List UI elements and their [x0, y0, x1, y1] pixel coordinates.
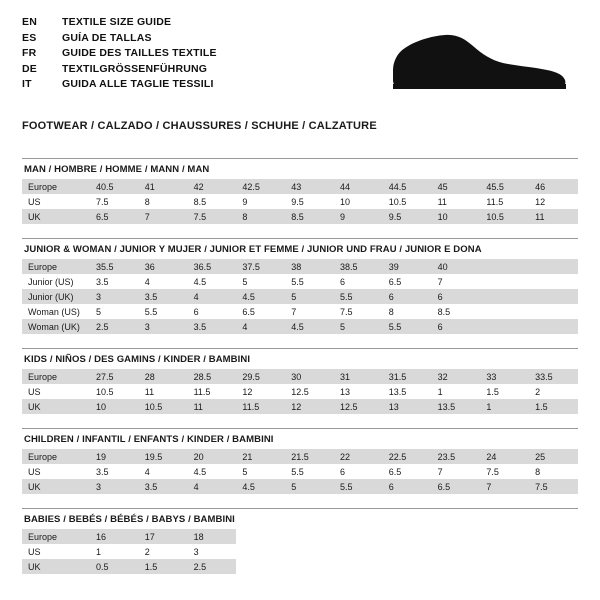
- cell: 3.5: [188, 319, 237, 334]
- size-group-man: [22, 158, 578, 224]
- cell: 3.5: [139, 289, 188, 304]
- cell: 31.5: [383, 369, 432, 384]
- cell: 8.5: [188, 194, 237, 209]
- cell: 4.5: [188, 274, 237, 289]
- language-title-list: [22, 16, 217, 94]
- cell: [529, 304, 578, 319]
- cell: 1.5: [139, 559, 188, 574]
- cell: 3: [90, 479, 139, 494]
- language-title: GUÍA DE TALLAS: [62, 31, 152, 44]
- cell: 44: [334, 179, 383, 194]
- cell: 4.5: [236, 479, 285, 494]
- cell: 46: [529, 179, 578, 194]
- table-row: [22, 194, 578, 209]
- cell: 8.5: [285, 209, 334, 224]
- cell: 11: [139, 384, 188, 399]
- cell: 11: [529, 209, 578, 224]
- cell: 6.5: [383, 464, 432, 479]
- cell: 9.5: [383, 209, 432, 224]
- row-label: UK: [22, 209, 90, 224]
- cell: 3.5: [90, 274, 139, 289]
- cell: 33: [480, 369, 529, 384]
- cell: 22.5: [383, 449, 432, 464]
- cell: 33.5: [529, 369, 578, 384]
- size-group-junior-woman: [22, 238, 578, 334]
- cell: [480, 259, 529, 274]
- cell: 22: [334, 449, 383, 464]
- table-row: [22, 449, 578, 464]
- row-label: Europe: [22, 179, 90, 194]
- cell: 3: [188, 544, 237, 559]
- table-row: [22, 479, 578, 494]
- cell: 32: [432, 369, 481, 384]
- group-divider: [22, 158, 578, 159]
- cell: 3: [139, 319, 188, 334]
- cell: 9: [236, 194, 285, 209]
- cell: 4: [188, 289, 237, 304]
- cell: 8: [139, 194, 188, 209]
- group-title: KIDS / NIÑOS / DES GAMINS / KINDER / BAMBINI: [24, 354, 251, 365]
- table-row: [22, 544, 578, 559]
- row-label: Junior (UK): [22, 289, 90, 304]
- cell-empty: [383, 559, 432, 574]
- cell: 6.5: [432, 479, 481, 494]
- size-table: [22, 369, 578, 414]
- cell: 4: [236, 319, 285, 334]
- size-table: [22, 179, 578, 224]
- cell: 31: [334, 369, 383, 384]
- row-label: US: [22, 194, 90, 209]
- cell: 38.5: [334, 259, 383, 274]
- cell: 5.5: [383, 319, 432, 334]
- table-row: [22, 369, 578, 384]
- cell: 29.5: [236, 369, 285, 384]
- size-table: [22, 529, 578, 574]
- cell: 24: [480, 449, 529, 464]
- cell: 5: [285, 479, 334, 494]
- cell: 1: [90, 544, 139, 559]
- cell: 4.5: [188, 464, 237, 479]
- document-header: [0, 0, 600, 110]
- cell: 8: [236, 209, 285, 224]
- cell: 13: [383, 399, 432, 414]
- cell: 12: [236, 384, 285, 399]
- cell: 10.5: [383, 194, 432, 209]
- cell-empty: [334, 544, 383, 559]
- row-label: Europe: [22, 529, 90, 544]
- group-title: JUNIOR & WOMAN / JUNIOR Y MUJER / JUNIOR ET FEMME / JUNIOR UND FRAU / JUNIOR E DONA: [24, 244, 482, 255]
- cell-empty: [383, 544, 432, 559]
- cell: 6.5: [90, 209, 139, 224]
- cell: [480, 304, 529, 319]
- cell: 25: [529, 449, 578, 464]
- row-label: UK: [22, 399, 90, 414]
- table-row: [22, 559, 578, 574]
- row-label: Europe: [22, 369, 90, 384]
- cell: 21.5: [285, 449, 334, 464]
- cell: 11.5: [236, 399, 285, 414]
- cell: 40: [432, 259, 481, 274]
- cell: [529, 259, 578, 274]
- size-group-kids: [22, 348, 578, 414]
- language-code: FR: [22, 47, 37, 59]
- cell: 5: [236, 464, 285, 479]
- cell: 7.5: [480, 464, 529, 479]
- cell: [529, 289, 578, 304]
- cell: 2: [529, 384, 578, 399]
- cell: 12: [529, 194, 578, 209]
- cell: 12: [285, 399, 334, 414]
- row-label: Europe: [22, 449, 90, 464]
- cell: 5.5: [334, 289, 383, 304]
- cell: 5.5: [285, 274, 334, 289]
- cell: 8: [383, 304, 432, 319]
- cell: 7: [432, 464, 481, 479]
- cell: [529, 319, 578, 334]
- cell: 27.5: [90, 369, 139, 384]
- cell: 44.5: [383, 179, 432, 194]
- size-group-babies: [22, 508, 578, 574]
- cell: 42: [188, 179, 237, 194]
- cell-empty: [383, 529, 432, 544]
- cell: 35.5: [90, 259, 139, 274]
- cell: 23.5: [432, 449, 481, 464]
- cell: 19.5: [139, 449, 188, 464]
- cell-empty: [236, 544, 285, 559]
- cell: 17: [139, 529, 188, 544]
- cell-empty: [529, 559, 578, 574]
- cell-empty: [236, 529, 285, 544]
- cell: 10.5: [90, 384, 139, 399]
- cell: 3.5: [90, 464, 139, 479]
- cell: 7: [432, 274, 481, 289]
- cell: 5: [236, 274, 285, 289]
- cell: 19: [90, 449, 139, 464]
- cell: 8.5: [432, 304, 481, 319]
- table-row: [22, 319, 578, 334]
- language-code: DE: [22, 62, 37, 75]
- size-table: [22, 259, 578, 334]
- cell: 28: [139, 369, 188, 384]
- cell: 38: [285, 259, 334, 274]
- cell: 5: [90, 304, 139, 319]
- cell: 5.5: [285, 464, 334, 479]
- language-title: GUIDE DES TAILLES TEXTILE: [62, 47, 217, 59]
- cell: 6: [432, 289, 481, 304]
- cell: 13.5: [432, 399, 481, 414]
- language-row: [22, 78, 217, 94]
- row-label: Junior (US): [22, 274, 90, 289]
- cell: 1: [432, 384, 481, 399]
- cell: 1: [480, 399, 529, 414]
- group-divider: [22, 238, 578, 239]
- language-code: EN: [22, 16, 37, 28]
- cell: 43: [285, 179, 334, 194]
- cell-empty: [285, 559, 334, 574]
- table-row: [22, 399, 578, 414]
- cell: 1.5: [529, 399, 578, 414]
- cell: 2.5: [188, 559, 237, 574]
- cell: 6: [383, 289, 432, 304]
- language-title: GUIDA ALLE TAGLIE TESSILI: [62, 78, 214, 90]
- row-label: US: [22, 384, 90, 399]
- cell: 16: [90, 529, 139, 544]
- language-title-list-body: [22, 16, 217, 94]
- cell: 28.5: [188, 369, 237, 384]
- cell-empty: [334, 529, 383, 544]
- language-row: [22, 47, 217, 63]
- cell: 3: [90, 289, 139, 304]
- cell: 5: [334, 319, 383, 334]
- cell: 9.5: [285, 194, 334, 209]
- group-title: CHILDREN / INFANTIL / ENFANTS / KINDER / BAMBINI: [24, 434, 274, 445]
- group-title: BABIES / BEBÉS / BÉBÉS / BABYS / BAMBINI: [24, 514, 235, 525]
- cell: 45: [432, 179, 481, 194]
- size-tables: [0, 132, 600, 574]
- group-divider: [22, 348, 578, 349]
- cell-empty: [432, 529, 481, 544]
- cell: 45.5: [480, 179, 529, 194]
- cell: 6.5: [236, 304, 285, 319]
- cell-empty: [334, 559, 383, 574]
- cell-empty: [432, 544, 481, 559]
- cell-empty: [480, 529, 529, 544]
- row-label: UK: [22, 559, 90, 574]
- cell: 6: [432, 319, 481, 334]
- cell: 10: [334, 194, 383, 209]
- cell: 0.5: [90, 559, 139, 574]
- row-label: UK: [22, 479, 90, 494]
- table-row: [22, 304, 578, 319]
- cell-empty: [529, 544, 578, 559]
- table-row: [22, 529, 578, 544]
- cell: 4: [139, 274, 188, 289]
- cell: 6.5: [383, 274, 432, 289]
- cell: 2.5: [90, 319, 139, 334]
- cell: 18: [188, 529, 237, 544]
- row-label: US: [22, 544, 90, 559]
- cell: 21: [236, 449, 285, 464]
- size-group-children: [22, 428, 578, 494]
- group-divider: [22, 508, 578, 509]
- cell: 36.5: [188, 259, 237, 274]
- table-row: [22, 209, 578, 224]
- language-code: IT: [22, 78, 32, 90]
- cell-empty: [236, 559, 285, 574]
- cell: 5.5: [334, 479, 383, 494]
- language-title: TEXTILE SIZE GUIDE: [62, 16, 172, 28]
- cell: 5: [285, 289, 334, 304]
- cell: 7.5: [90, 194, 139, 209]
- cell: 13.5: [383, 384, 432, 399]
- cell: 12.5: [334, 399, 383, 414]
- cell: 36: [139, 259, 188, 274]
- cell: 11.5: [188, 384, 237, 399]
- cell: 12.5: [285, 384, 334, 399]
- language-code: ES: [22, 31, 37, 44]
- row-label: Europe: [22, 259, 90, 274]
- cell-empty: [480, 544, 529, 559]
- cell: 10: [432, 209, 481, 224]
- cell: [529, 274, 578, 289]
- cell: [480, 274, 529, 289]
- cell: 6: [334, 274, 383, 289]
- table-row: [22, 274, 578, 289]
- cell: 6: [188, 304, 237, 319]
- cell: 13: [334, 384, 383, 399]
- group-title: MAN / HOMBRE / HOMME / MANN / MAN: [24, 164, 210, 175]
- row-label: Woman (UK): [22, 319, 90, 334]
- table-row: [22, 289, 578, 304]
- cell-empty: [480, 559, 529, 574]
- cell: 4: [139, 464, 188, 479]
- cell: 39: [383, 259, 432, 274]
- cell: 11: [188, 399, 237, 414]
- cell: 5.5: [139, 304, 188, 319]
- language-row: [22, 32, 217, 48]
- cell: 7: [285, 304, 334, 319]
- language-row: [22, 16, 217, 32]
- cell-empty: [529, 529, 578, 544]
- cell: [480, 319, 529, 334]
- cell: 8: [529, 464, 578, 479]
- row-label: Woman (US): [22, 304, 90, 319]
- cell: 3.5: [139, 479, 188, 494]
- cell: 42.5: [236, 179, 285, 194]
- cell: 7: [480, 479, 529, 494]
- cell: 4: [188, 479, 237, 494]
- language-title: TEXTILGRÖSSENFÜHRUNG: [62, 62, 208, 75]
- cell: 10: [90, 399, 139, 414]
- cell: 2: [139, 544, 188, 559]
- cell: 7.5: [334, 304, 383, 319]
- cell: 11: [432, 194, 481, 209]
- cell: 37.5: [236, 259, 285, 274]
- cell: 6: [334, 464, 383, 479]
- cell: 4.5: [236, 289, 285, 304]
- cell-empty: [285, 544, 334, 559]
- cell: 6: [383, 479, 432, 494]
- cell: 9: [334, 209, 383, 224]
- cell: 20: [188, 449, 237, 464]
- cell: 30: [285, 369, 334, 384]
- size-table: [22, 449, 578, 494]
- cell: 7.5: [529, 479, 578, 494]
- table-row: [22, 259, 578, 274]
- cell: 4.5: [285, 319, 334, 334]
- cell: [480, 289, 529, 304]
- cell: 10.5: [480, 209, 529, 224]
- cell: 41: [139, 179, 188, 194]
- cell: 7.5: [188, 209, 237, 224]
- language-row: [22, 63, 217, 79]
- cell-empty: [432, 559, 481, 574]
- cell-empty: [285, 529, 334, 544]
- cell: 7: [139, 209, 188, 224]
- group-divider: [22, 428, 578, 429]
- table-row: [22, 179, 578, 194]
- cell: 40.5: [90, 179, 139, 194]
- dress-shoe-icon: [387, 26, 572, 96]
- cell: 1.5: [480, 384, 529, 399]
- table-row: [22, 384, 578, 399]
- row-label: US: [22, 464, 90, 479]
- cell: 11.5: [480, 194, 529, 209]
- table-row: [22, 464, 578, 479]
- category-title: FOOTWEAR / CALZADO / CHAUSSURES / SCHUHE / CALZATURE: [22, 120, 377, 132]
- cell: 10.5: [139, 399, 188, 414]
